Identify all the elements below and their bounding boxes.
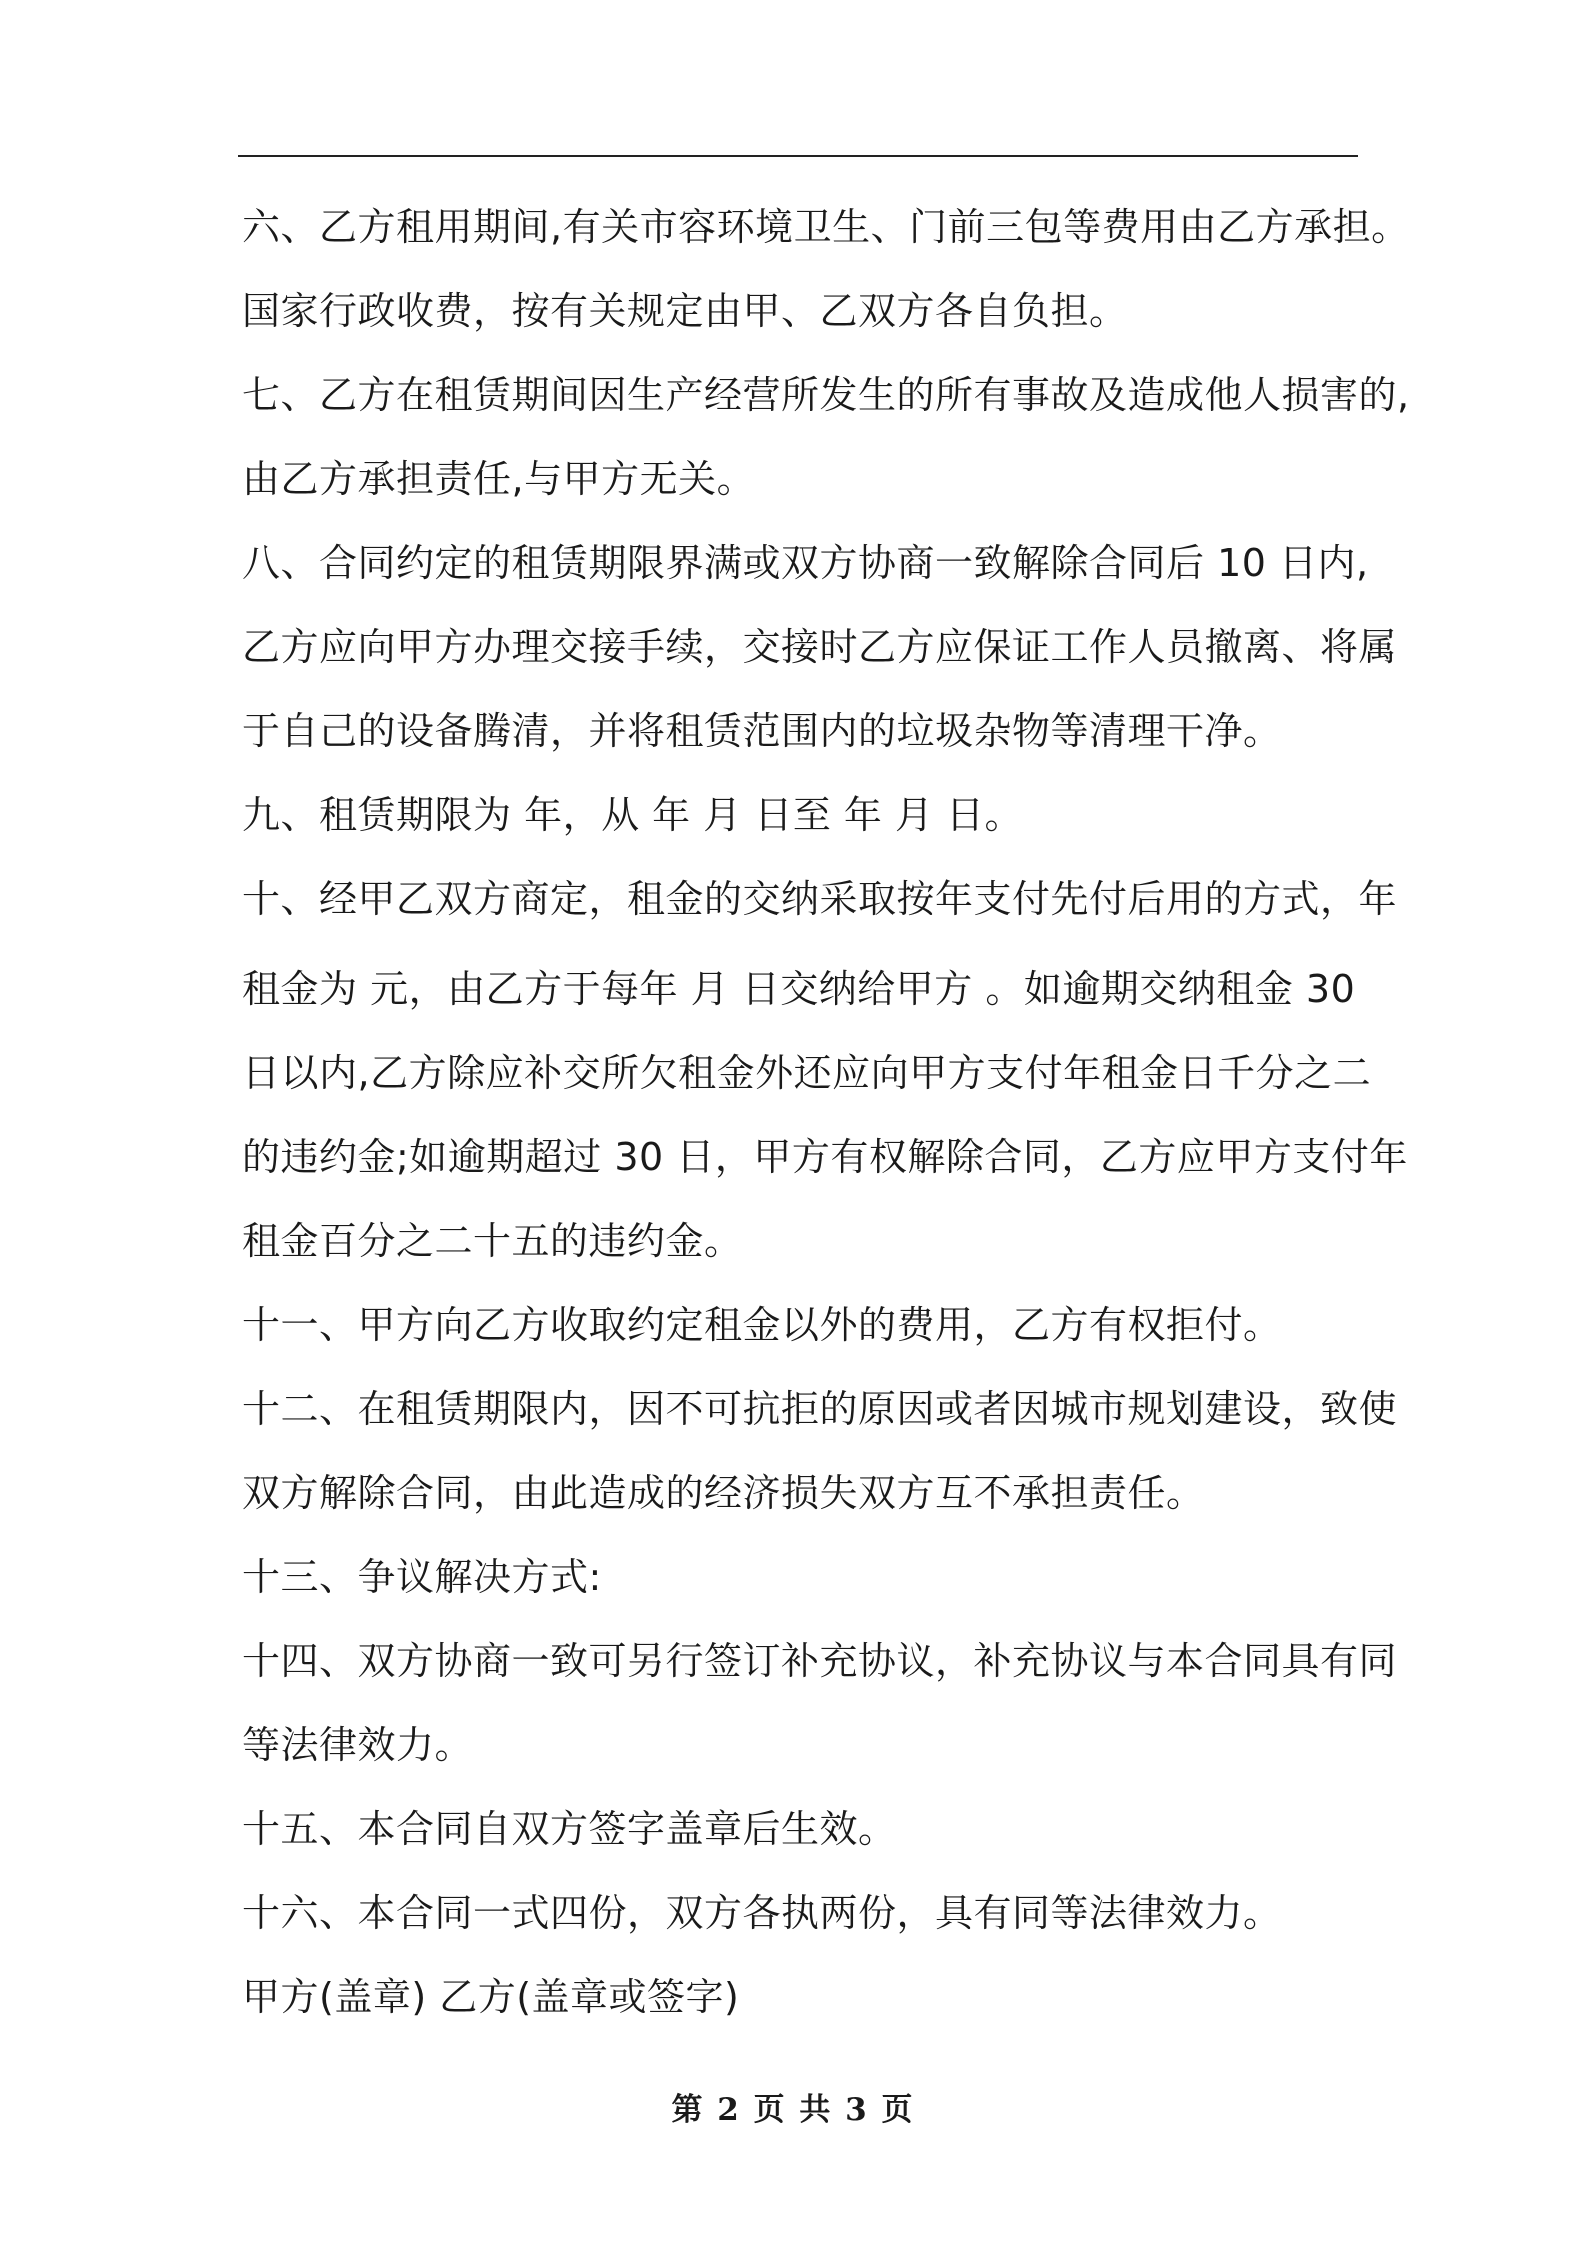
clause-6-line-2: 国家行政收费，按有关规定由甲、乙双方各自负担。: [242, 289, 1128, 333]
clause-14-line-1: 十四、双方协商一致可另行签订补充协议，补充协议与本合同具有同: [242, 1639, 1398, 1683]
header-rule: [238, 155, 1358, 157]
clause-10-line-3: 日以内,乙方除应补交所欠租金外还应向甲方支付年租金日千分之二: [242, 1051, 1372, 1095]
clause-7-line-1: 七、乙方在租赁期间因生产经营所发生的所有事故及造成他人损害的,: [242, 373, 1410, 417]
clause-6-line-1: 六、乙方租用期间,有关市容环境卫生、门前三包等费用由乙方承担。: [242, 205, 1410, 249]
clause-10-line-1: 十、经甲乙双方商定，租金的交纳采取按年支付先付后用的方式，年: [242, 877, 1398, 921]
clause-14-line-2: 等法律效力。: [242, 1723, 474, 1767]
page-number: 第 2 页 共 3 页: [671, 2092, 915, 2128]
clause-10-line-5: 租金百分之二十五的违约金。: [242, 1219, 743, 1263]
clause-15-line-1: 十五、本合同自双方签字盖章后生效。: [242, 1807, 897, 1851]
clause-8-line-3: 于自己的设备腾清，并将租赁范围内的垃圾杂物等清理干净。: [242, 709, 1282, 753]
clause-13-line-1: 十三、争议解决方式:: [242, 1555, 602, 1599]
signature-line: 甲方(盖章) 乙方(盖章或签字): [242, 1975, 740, 2019]
clause-12-line-2: 双方解除合同，由此造成的经济损失双方互不承担责任。: [242, 1471, 1205, 1515]
clause-10-line-2: 租金为 元，由乙方于每年 月 日交纳给甲方 。如逾期交纳租金 30: [242, 967, 1356, 1011]
clause-12-line-1: 十二、在租赁期限内，因不可抗拒的原因或者因城市规划建设，致使: [242, 1387, 1398, 1431]
clause-8-line-1: 八、合同约定的租赁期限界满或双方协商一致解除合同后 10 日内,: [242, 541, 1369, 585]
clause-9-line-1: 九、租赁期限为 年，从 年 月 日至 年 月 日。: [242, 793, 1024, 837]
clause-10-line-4: 的违约金;如逾期超过 30 日，甲方有权解除合同，乙方应甲方支付年: [242, 1135, 1408, 1179]
clause-7-line-2: 由乙方承担责任,与甲方无关。: [242, 457, 756, 501]
clause-8-line-2: 乙方应向甲方办理交接手续，交接时乙方应保证工作人员撤离、将属: [242, 625, 1398, 669]
clause-16-line-1: 十六、本合同一式四份，双方各执两份，具有同等法律效力。: [242, 1891, 1282, 1935]
clause-11-line-1: 十一、甲方向乙方收取约定租金以外的费用，乙方有权拒付。: [242, 1303, 1282, 1347]
